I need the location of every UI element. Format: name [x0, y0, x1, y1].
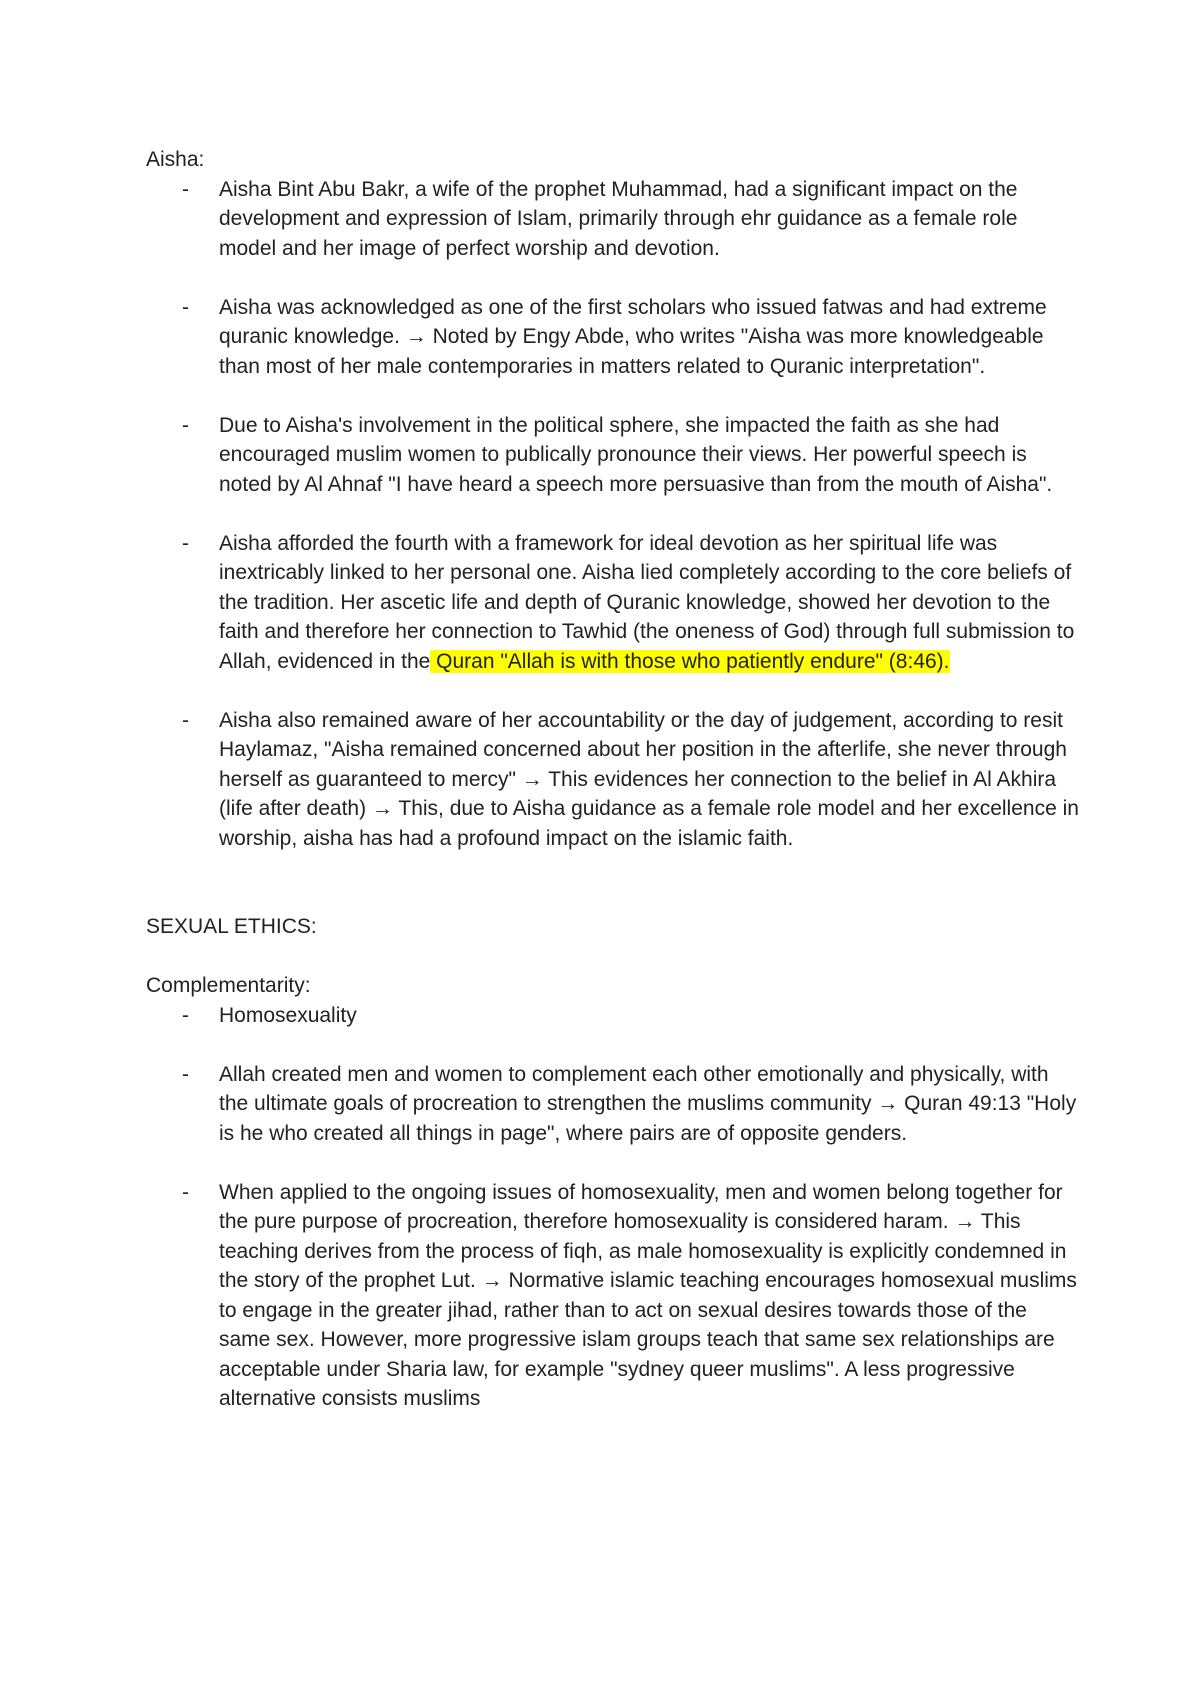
- bullet-dash: -: [182, 177, 189, 201]
- list-item-text: Aisha was acknowledged as one of the first scholars who issued fatwas and had extreme quranic knowledge. → Noted by Engy Abde, who writes "Aisha was more knowledgeable than most of her male contemporaries in matters related to Quranic interpretation".: [219, 295, 1047, 378]
- list-item: [146, 529, 1076, 677]
- section-heading-complementarity: Complementarity:: [146, 974, 311, 997]
- list-item: [146, 1001, 1076, 1031]
- list-item-text: [219, 529, 1079, 677]
- list-item-text-plain: Aisha afforded the fourth with a framework for ideal devotion as her spiritual life was inextricably linked to her personal one. Aisha lied completely according to the core beliefs of the tradition. Her ascetic life and depth of Quranic knowledge, showed her devotion to the faith and therefore her connection to Tawhid (the oneness of God) through full submission to Allah, evidenced in the: [219, 531, 1075, 673]
- bullet-dash: -: [182, 1180, 189, 1204]
- highlighted-quote: Quran "Allah is with those who patiently endure" (8:46).: [430, 649, 950, 673]
- aisha-bullet-list: [146, 175, 1079, 854]
- list-item-text: Aisha Bint Abu Bakr, a wife of the prophet Muhammad, had a significant impact on the development and expression of Islam, primarily through ehr guidance as a female role model and her image of perfect worship and devotion.: [219, 177, 1018, 260]
- list-item: [146, 175, 1076, 264]
- list-item-text: Due to Aisha's involvement in the political sphere, she impacted the faith as she had encouraged muslim women to publically pronounce their views. Her powerful speech is noted by Al Ahnaf "I have heard a speech more persuasive than from the mouth of Aisha".: [219, 413, 1053, 496]
- spacer: [146, 883, 1076, 913]
- list-item-text: Aisha also remained aware of her accountability or the day of judgement, according to resit Haylamaz, "Aisha remained concerned about her position in the afterlife, she never through herself as guaranteed to mercy" → This evidences her connection to the belief in Al Akhira (life after death) → This, due to Aisha guidance as a female role model and her excellence in worship, aisha has had a profound impact on the islamic faith.: [219, 708, 1079, 850]
- bullet-dash: -: [182, 295, 189, 319]
- list-item: [146, 1060, 1076, 1149]
- document-page: [146, 145, 1079, 1443]
- list-item-text: Homosexuality: [219, 1003, 357, 1027]
- list-item: [146, 1178, 1076, 1414]
- bullet-dash: -: [182, 413, 189, 437]
- list-item-text: When applied to the ongoing issues of homosexuality, men and women belong together for the pure purpose of procreation, therefore homosexuality is considered haram. → This teaching derives from the process of fiqh, as male homosexuality is explicitly condemned in the story of the prophet Lut. → Normative islamic teaching encourages homosexual muslims to engage in the greater jihad, rather than to act on sexual desires towards those of the same sex. However, more progressive islam groups teach that same sex relationships are acceptable under Sharia law, for example "sydney queer muslims". A less progressive alternative consists muslims: [219, 1180, 1077, 1410]
- list-item: [146, 706, 1079, 854]
- complementarity-bullet-list: [146, 1001, 1076, 1414]
- bullet-dash: -: [182, 531, 189, 555]
- spacer: [146, 942, 1076, 972]
- bullet-dash: -: [182, 1062, 189, 1086]
- section-heading-aisha: Aisha:: [146, 148, 205, 171]
- list-item: [146, 411, 1076, 500]
- list-item-text: Allah created men and women to complement each other emotionally and physically, with the ultimate goals of procreation to strengthen the muslims community → Quran 49:13 "Holy is he who created all things in page", where pairs are of opposite genders.: [219, 1062, 1077, 1145]
- section-heading-sexual-ethics: SEXUAL ETHICS:: [146, 915, 317, 938]
- bullet-dash: -: [182, 708, 189, 732]
- bullet-dash: -: [182, 1003, 189, 1027]
- list-item: [146, 293, 1076, 382]
